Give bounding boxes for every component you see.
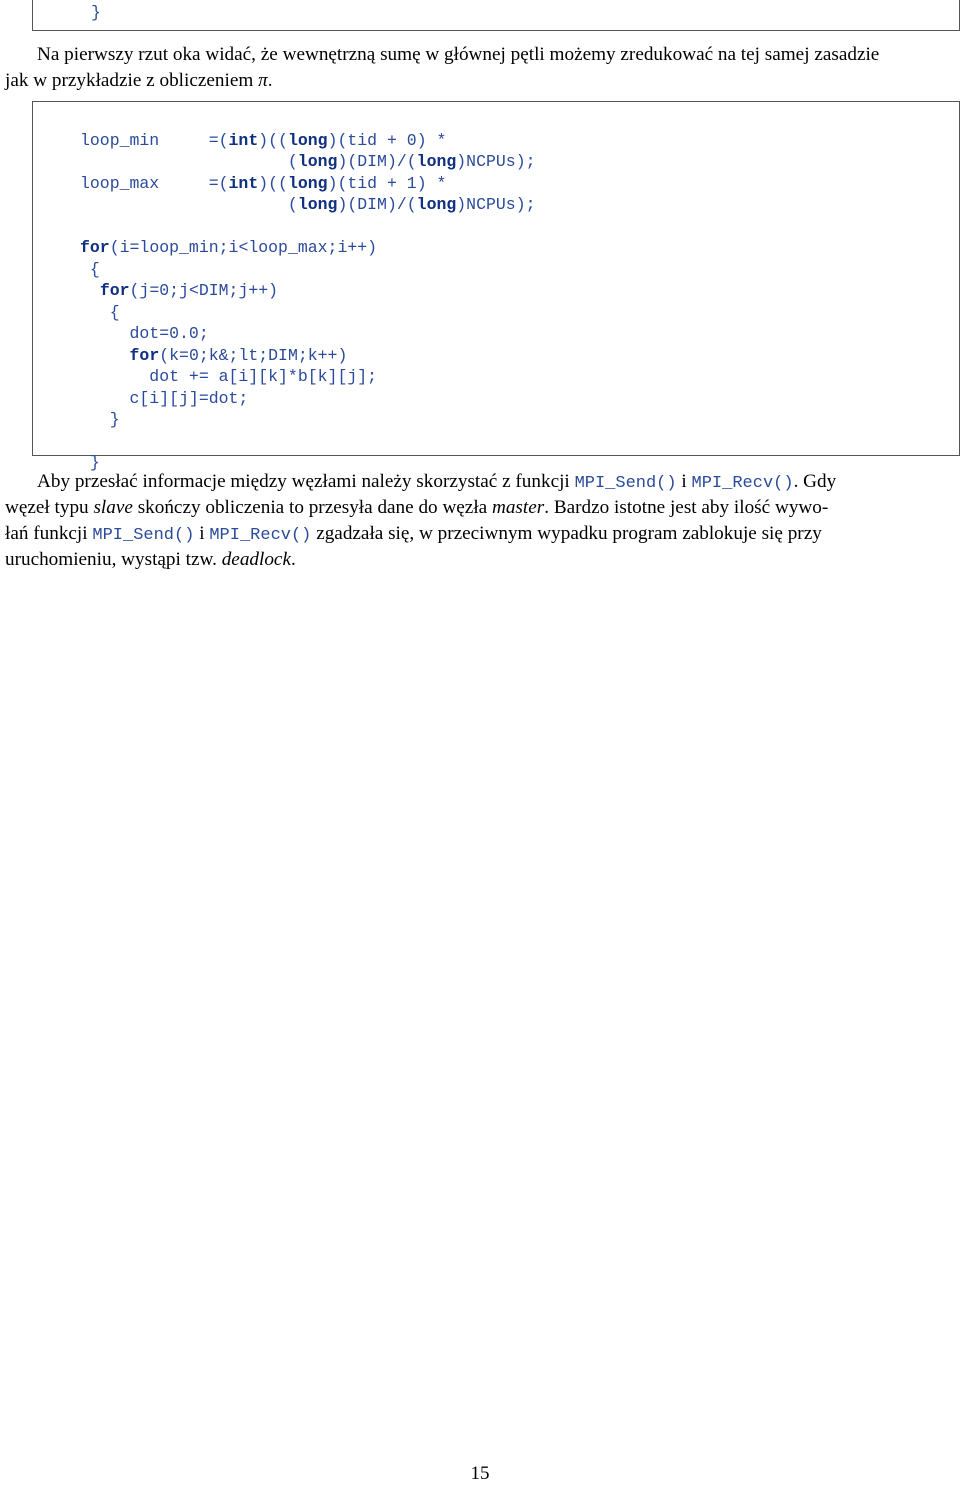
code-listing xyxy=(32,101,960,472)
code-line: loop_min =(int)((long)(tid + 0) * xyxy=(80,130,447,150)
code-line: loop_max =(int)((long)(tid + 1) * xyxy=(80,173,447,193)
code-line: dot += a[i][k]*b[k][j]; xyxy=(80,367,378,386)
code-line: { xyxy=(80,302,120,322)
code-block xyxy=(80,108,536,495)
code-line: (long)(DIM)/(long)NCPUs); xyxy=(80,152,536,171)
code-line: for(j=0;j<DIM;j++) xyxy=(99,281,279,300)
code-line: } xyxy=(80,453,100,472)
paragraph-line: węzeł typu slave skończy obliczenia to przesyła dane do węzła master. Bardzo istotne jest aby ilość wywo- xyxy=(5,497,829,518)
code-line: (long)(DIM)/(long)NCPUs); xyxy=(80,195,536,214)
code-line: c[i][j]=dot; xyxy=(80,388,249,408)
paragraph-line: uruchomieniu, wystąpi tzw. deadlock. xyxy=(5,549,296,570)
code-line: { xyxy=(80,259,100,279)
code-line: for(k=0;k&;lt;DIM;k++) xyxy=(129,345,348,365)
paragraph-line: łań funkcji MPI_Send() i MPI_Recv() zgadzała się, w przeciwnym wypadku program zablokuje się przy xyxy=(5,523,822,545)
code-line: } xyxy=(80,410,120,429)
paragraph-line: Na pierwszy rzut oka widać, że wewnętrzną sumę w głównej pętli możemy zredukować na tej samej zasadzie xyxy=(37,44,880,65)
paragraph-line: jak w przykładzie z obliczeniem π. xyxy=(5,70,273,91)
code-line: } xyxy=(91,3,101,22)
code-listing-top xyxy=(32,0,960,31)
code-line: dot=0.0; xyxy=(80,324,209,343)
code-line: for(i=loop_min;i<loop_max;i++) xyxy=(80,238,378,257)
paragraph-line: Aby przesłać informacje między węzłami należy skorzystać z funkcji MPI_Send() i MPI_Recv(). Gdy xyxy=(37,471,837,493)
page-number: 15 xyxy=(470,1463,490,1484)
